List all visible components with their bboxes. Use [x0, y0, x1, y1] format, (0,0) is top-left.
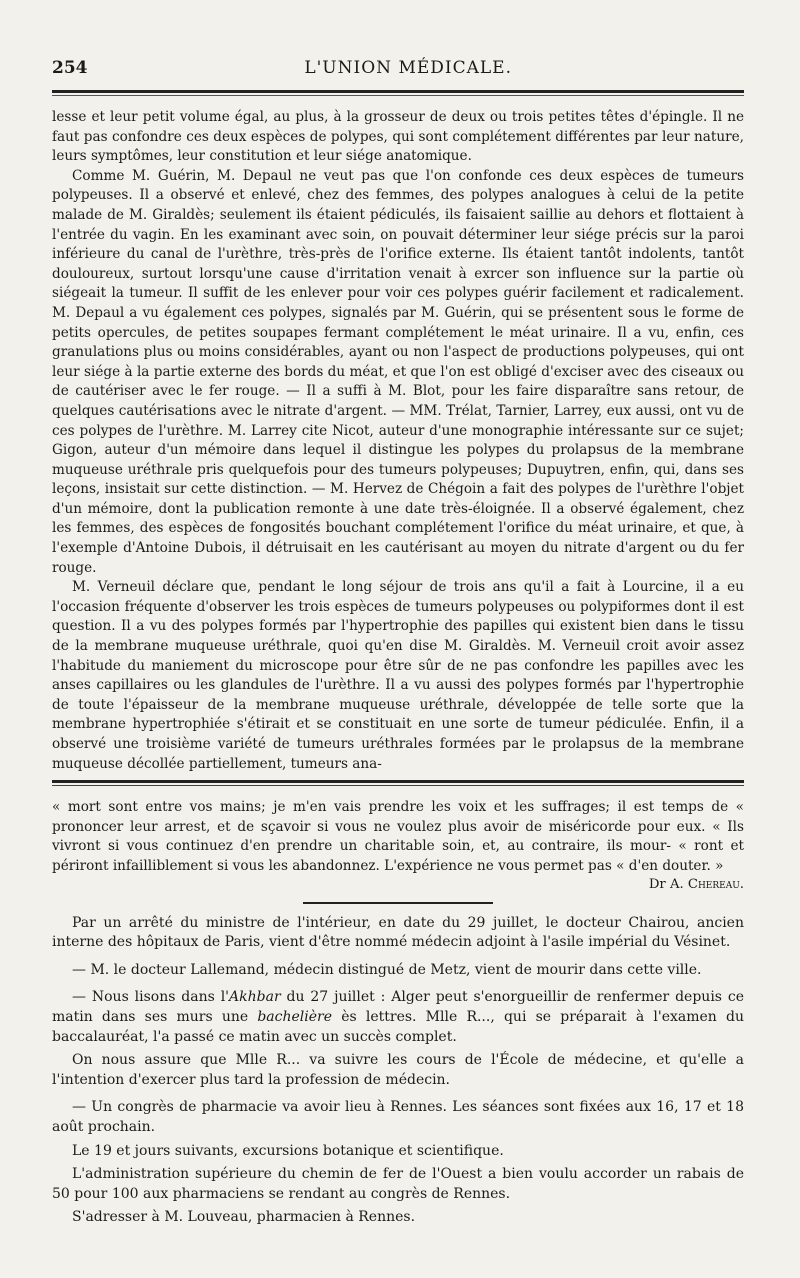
news-item: — M. le docteur Lallemand, médecin distingué de Metz, vient de mourir dans cette ville.	[72, 961, 702, 978]
page-header	[52, 58, 744, 86]
running-head: L'UNION MÉDICALE.	[304, 58, 512, 78]
news-item: Par un arrêté du ministre de l'intérieur, en date du 29 juillet, le docteur Chairou, ancien interne des hôpitaux de Paris, vient d'être nommé médecin adjoint à l'asile impérial du Vésinet.	[52, 914, 744, 951]
news-item: Le 19 et jours suivants, excursions botanique et scientifique.	[72, 1142, 504, 1159]
article-paragraph: lesse et leur petit volume égal, au plus, à la grosseur de deux ou trois petites têtes d'épingle. Il ne faut pas confondre ces deux espèces de polypes, qui sont complétement différentes par leur nature, leurs symptômes, leur constitution et leur siége anatomique.	[52, 109, 744, 165]
akhbar-journal: Akhbar	[229, 989, 281, 1006]
akhbar-before: — Nous lisons dans l'	[72, 989, 230, 1006]
quote-text: « mort sont entre vos mains; je m'en vais prendre les voix et les suffrages; il est temps de « prononcer leur arrest, et de sçavoir si vous ne voulez plus avoir de miséricorde pour eux. « Ils vivront si vous continuez d'en prendre un charitable soin, et, au contraire, ils mour- « ront et périront infailliblement si vous les abandonnez. L'expérience ne vous permet pas « d'en douter. »	[52, 799, 744, 874]
feuilleton-quote	[52, 798, 744, 876]
akhbar-after: ès lettres. Mlle R..., qui se préparait à l'examen du baccalauréat, l'a passé ce matin avec un succès complet.	[52, 1008, 744, 1045]
signature	[52, 877, 744, 892]
header-rule	[52, 90, 744, 93]
news-item-akhbar	[52, 988, 744, 1047]
signature-name: A. Chereau.	[669, 876, 744, 892]
signature-prefix: Dr	[648, 876, 666, 892]
page-number: 254	[52, 58, 88, 78]
news-item: — Un congrès de pharmacie va avoir lieu à Rennes. Les séances sont fixées aux 16, 17 et 18 août prochain.	[52, 1099, 744, 1135]
news-divider	[303, 902, 493, 904]
article-body	[52, 108, 744, 774]
news-section	[52, 914, 744, 1228]
article-paragraph: Comme M. Guérin, M. Depaul ne veut pas que l'on confonde ces deux espèces de tumeurs polypeuses. Il a observé et enlevé, chez des femmes, des polypes analogues à celui de la petite malade de M. Giraldès; seulement ils étaient pédiculés, ils faisaient saillie au dehors et flottaient à l'entrée du vagin. En les examinant avec soin, on pouvait déterminer leur siége précis sur la paroi inférieure du canal de l'urèthre, très-près de l'orifice externe. Ils étaient tantôt indolents, tantôt douloureux, surtout lorsqu'une cause d'irritation venait à exrcer son influence sur la partie où siégeait la tumeur. Il suffit de les enlever pour voir ces polypes guérir facilement et radicalement. M. Depaul a vu également ces polypes, signalés par M. Guérin, qui se présentent sous le forme de petits opercules, de petites soupapes fermant complétement le méat urinaire. Il a vu, enfin, ces granulations plus ou moins considérables, ayant ou non l'aspect de productions polypeuses, qui ont leur siége à la partie externe des bords du méat, et que l'on est obligé d'exciser avec des ciseaux ou de cautériser avec le fer rouge. — Il a suffi à M. Blot, pour les faire disparaître sans retour, de quelques cautérisations avec le nitrate d'argent. — MM. Trélat, Tarnier, Larrey, eux aussi, ont vu de ces polypes de l'urèthre. M. Larrey cite Nicot, auteur d'une monographie intéressante sur ce sujet; Gigon, auteur d'un mémoire dans lequel il distingue les polypes du prolapsus de la membrane muqueuse uréthrale pris quelquefois pour des tumeurs polypeuses; Dupuytren, enfin, qui, dans ses leçons, insistait sur cette distinction. — M. Hervez de Chégoin a fait des polypes de l'urèthre l'objet d'un mémoire, dont la publication remonte à une date très-éloignée. Il a observé également, chez les femmes, des espèces de fongosités bouchant complétement l'orifice du méat urinaire, et que, à l'exemple d'Antoine Dubois, il détruisait en les cautérisant au moyen du nitrate d'argent ou du fer rouge.	[52, 167, 744, 576]
feuilleton	[52, 798, 744, 891]
akhbar-term: bachelière	[257, 1008, 333, 1025]
header-rule-thin	[52, 95, 744, 96]
section-separator	[52, 780, 744, 786]
news-item: On nous assure que Mlle R... va suivre les cours de l'École de médecine, et qu'elle a l'intention d'exercer plus tard la profession de médecin.	[52, 1052, 744, 1088]
journal-page	[52, 58, 744, 1228]
news-item: L'administration supérieure du chemin de fer de l'Ouest a bien voulu accorder un rabais de 50 pour 100 aux pharmaciens se rendant au congrès de Rennes.	[52, 1166, 744, 1202]
news-item: S'adresser à M. Louveau, pharmacien à Rennes.	[72, 1209, 416, 1226]
akhbar-middle: du 27 juillet : Alger peut s'enorgueillir de renfermer depuis ce matin dans ses murs une	[52, 989, 744, 1025]
article-paragraph: M. Verneuil déclare que, pendant le long séjour de trois ans qu'il a fait à Lourcine, il a eu l'occasion fréquente d'observer les trois espèces de tumeurs polypeuses ou polypiformes dont il est question. Il a vu des polypes formés par l'hypertrophie des papilles qui existent bien dans le tissu de la membrane muqueuse uréthrale, quoi qu'en dise M. Giraldès. M. Verneuil croit avoir assez l'habitude du maniement du microscope pour être sûr de ne pas confondre les papilles avec les anses capillaires ou les glandules de l'urèthre. Il a vu aussi des polypes formés par l'hypertrophie de toute l'épaisseur de la membrane muqueuse uréthrale, développée de telle sorte que la membrane hypertrophiée s'étirait et se constituait en une sorte de tumeur pédiculée. Enfin, il a observé une troisième variété de tumeurs uréthrales formées par le prolapsus de la membrane muqueuse décollée partiellement, tumeurs ana-	[52, 579, 744, 772]
